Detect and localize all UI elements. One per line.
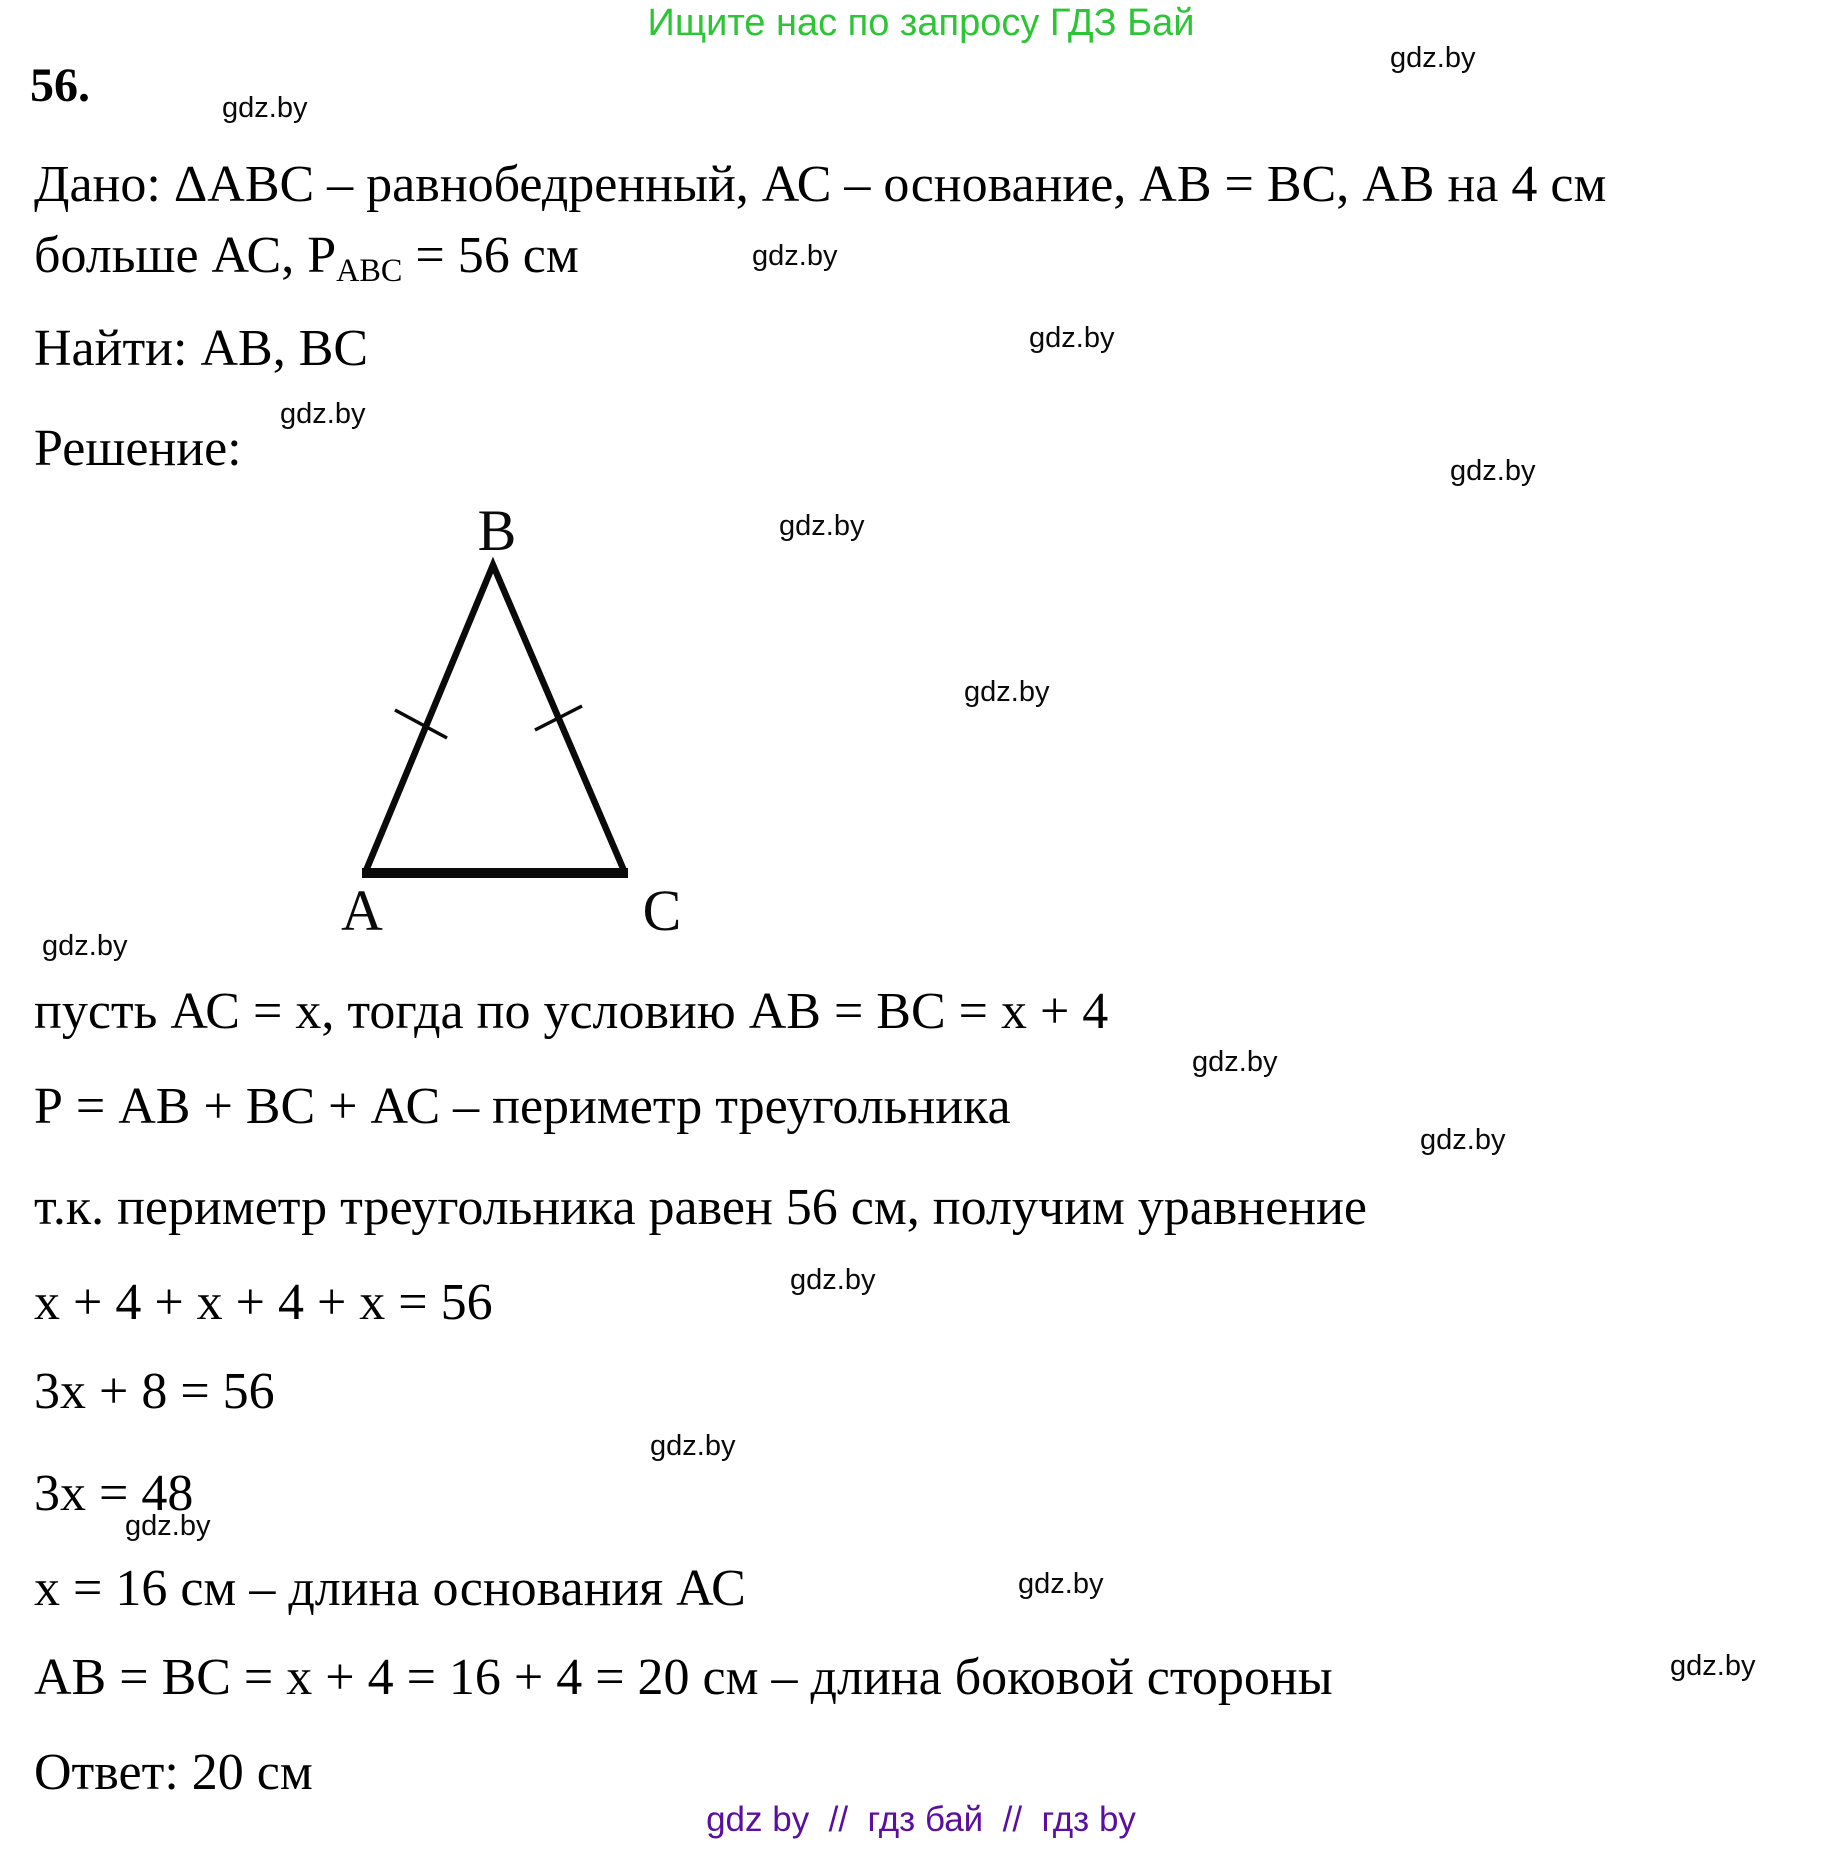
gdz-watermark-text: gdz.by xyxy=(280,398,366,430)
gdz-watermark-text: gdz.by xyxy=(222,92,308,124)
gdz-watermark-text: gdz.by xyxy=(125,1510,211,1542)
solution-step: АВ = ВС = х + 4 = 16 + 4 = 20 см – длина боковой стороны xyxy=(34,1649,1333,1706)
solution-label: Решение: xyxy=(34,420,242,477)
gdz-watermark-text: gdz.by xyxy=(1018,1568,1104,1600)
perimeter-subscript: АВС xyxy=(336,252,403,289)
gdz-watermark-text: gdz.by xyxy=(790,1264,876,1296)
solution-step: 3х + 8 = 56 xyxy=(34,1363,275,1420)
gdz-watermark-text: gdz.by xyxy=(1450,455,1536,487)
vertex-label-b: В xyxy=(477,498,517,563)
answer-line: Ответ: 20 см xyxy=(34,1744,313,1801)
solution-step: х + 4 + х + 4 + х = 56 xyxy=(34,1274,493,1331)
gdz-watermark-text: gdz.by xyxy=(1192,1046,1278,1078)
solution-step: 3х = 48 xyxy=(34,1465,194,1522)
given-line-2-prefix: больше АС, Р xyxy=(34,227,337,284)
given-line-1: Дано: ΔАВС – равнобедренный, АС – основание, АВ = ВС, АВ на 4 см xyxy=(34,156,1607,213)
gdz-watermark-text: gdz.by xyxy=(42,930,128,962)
given-line-2-suffix: = 56 см xyxy=(402,227,579,284)
triangle-sides-ab-bc xyxy=(365,565,625,873)
footer-links: gdz by // гдз бай // гдз by xyxy=(706,1800,1136,1839)
gdz-watermark-text: gdz.by xyxy=(964,676,1050,708)
given-line-2 xyxy=(34,226,579,289)
vertex-label-c: С xyxy=(642,878,682,940)
solution-step: Р = АВ + ВС + АС – периметр треугольника xyxy=(34,1078,1011,1135)
gdz-watermark-text: gdz.by xyxy=(1420,1124,1506,1156)
problem-number: 56. xyxy=(30,59,90,112)
find-line: Найти: АВ, ВС xyxy=(34,320,369,377)
gdz-watermark-text: gdz.by xyxy=(779,510,865,542)
gdz-watermark-text: gdz.by xyxy=(1670,1650,1756,1682)
gdz-watermark-text: gdz.by xyxy=(1029,322,1115,354)
solution-step: х = 16 см – длина основания АС xyxy=(34,1560,746,1617)
gdz-watermark-text: gdz.by xyxy=(650,1430,736,1462)
gdz-watermark-text: gdz.by xyxy=(1390,42,1476,74)
promo-banner: Ищите нас по запросу ГДЗ Бай xyxy=(647,2,1195,44)
triangle-figure xyxy=(250,430,700,940)
solution-step: т.к. периметр треугольника равен 56 см, получим уравнение xyxy=(34,1179,1368,1236)
gdz-watermark-text: gdz.by xyxy=(752,240,838,272)
solution-step: пусть АС = х, тогда по условию АВ = ВС = х + 4 xyxy=(34,983,1109,1040)
vertex-label-a: А xyxy=(341,878,383,940)
